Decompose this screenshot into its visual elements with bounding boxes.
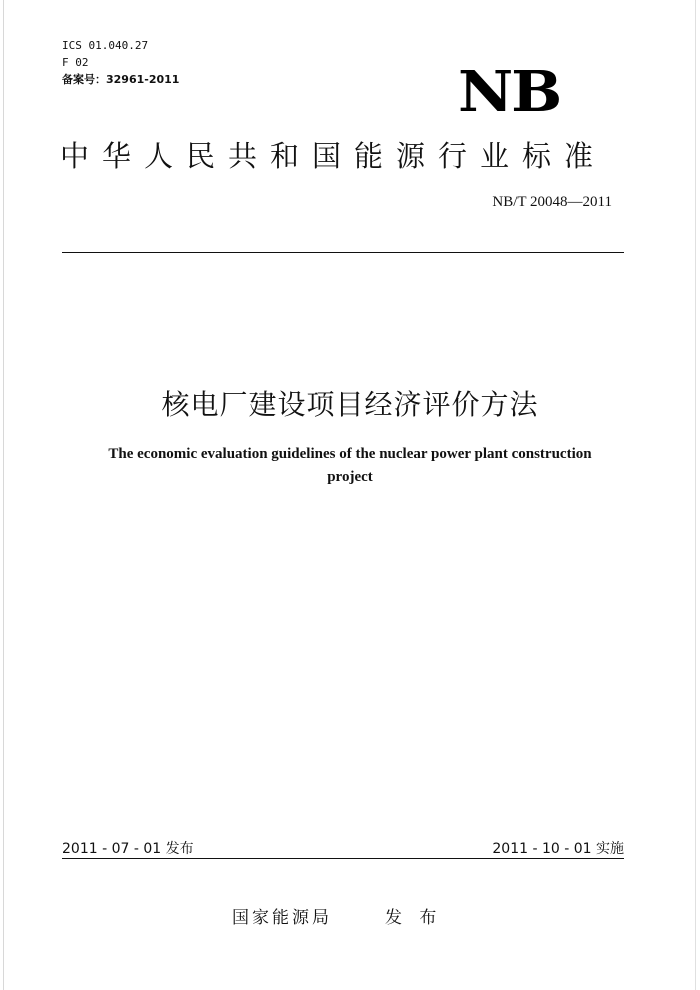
issue-date: 2011 - 07 - 01 发布 <box>62 841 194 857</box>
english-title-line-2: project <box>327 469 373 485</box>
scan-edge-left <box>3 0 4 990</box>
ccs-code: F 02 <box>62 56 89 69</box>
header-divider <box>62 252 624 253</box>
nb-logo: NB <box>458 59 561 125</box>
industry-standard-title: 中华人民共和国能源行业标准 <box>60 139 607 173</box>
footer-divider <box>62 858 624 859</box>
standard-number: NB/T 20048—2011 <box>492 194 612 210</box>
issuing-authority: 国家能源局 <box>232 908 332 928</box>
issue-label: 发 布 <box>385 908 443 928</box>
implementation-date: 2011 - 10 - 01 实施 <box>492 841 624 857</box>
ics-code: ICS 01.040.27 <box>62 39 149 52</box>
record-number: 备案号：32961-2011 <box>62 73 180 86</box>
scan-edge-right <box>695 0 696 990</box>
english-title-line-1: The economic evaluation guidelines of the nuclear power plant construction <box>108 446 592 462</box>
document-title-chinese: 核电厂建设项目经济评价方法 <box>161 388 539 421</box>
document-title-english <box>55 443 645 489</box>
